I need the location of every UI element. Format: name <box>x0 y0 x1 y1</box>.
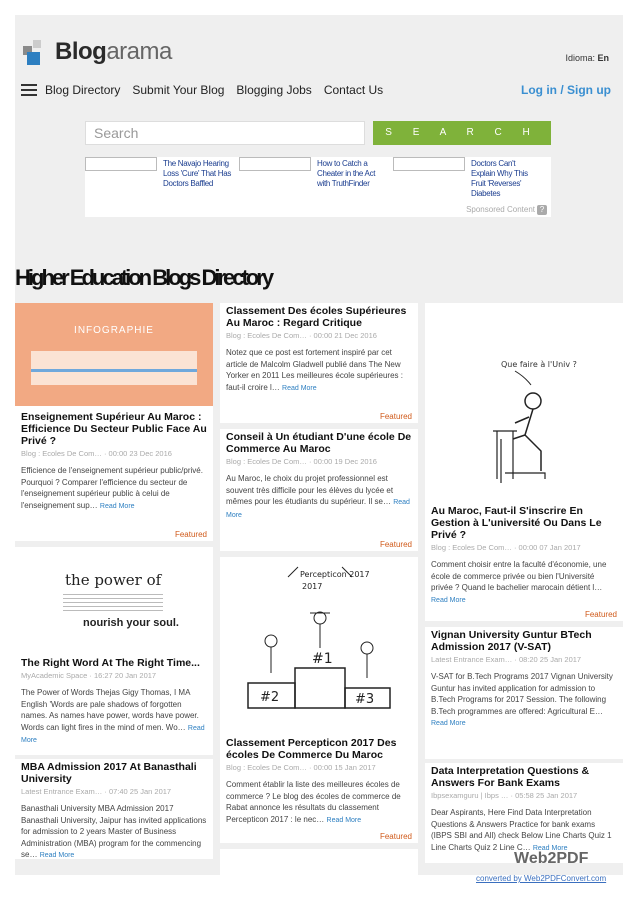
search-input[interactable]: Search <box>85 121 365 145</box>
ad-thumbnail[interactable] <box>239 157 311 171</box>
ad-thumbnail[interactable] <box>393 157 465 171</box>
svg-text:2017: 2017 <box>302 582 323 591</box>
post-meta: Blog : Ecoles De Com… · 00:00 15 Jan 2017 <box>226 763 376 772</box>
logo-text: Blogarama <box>55 38 172 65</box>
post-excerpt: Comment établir la liste des meilleures écoles de commerce ? Le blog des écoles de commerce de Rabat annonce les résultats du classement Percepticon 2017 : le nec… Read More <box>226 780 401 824</box>
read-more-link[interactable]: Read More <box>39 852 75 859</box>
read-more-link[interactable]: Read More <box>431 720 466 727</box>
read-more-link[interactable]: Read More <box>21 724 205 744</box>
featured-badge: Featured <box>379 540 412 549</box>
post-excerpt: Efficience de l'enseignement supérieur public/privé. Pourquoi ? Comparer l'efficience du secteur de l'enseignement supérieur public à celui de l'enseignement sup… Read More <box>21 466 203 510</box>
post-image: the power of nourish your soul. <box>65 571 179 629</box>
read-more-link[interactable]: Read More <box>282 384 317 392</box>
post-title[interactable]: Au Maroc, Faut-il S'inscrire En Gestion à L'université Ou Dans Le Privé ? <box>431 505 602 541</box>
nav-blog-directory[interactable]: Blog Directory <box>45 83 121 97</box>
post-card[interactable] <box>220 303 418 423</box>
read-more-link[interactable]: Read More <box>431 596 466 604</box>
read-more-link[interactable]: Read More <box>99 502 135 510</box>
post-meta: Latest Entrance Exam… · 07:40 25 Jan 2017 <box>21 787 172 796</box>
logo-icon <box>23 38 51 66</box>
post-card[interactable] <box>425 763 623 863</box>
post-title[interactable]: Classement Des écoles Supérieures Au Maroc : Regard Critique <box>226 305 407 329</box>
page-container <box>15 15 623 875</box>
post-image <box>445 353 595 493</box>
featured-badge: Featured <box>174 530 207 539</box>
post-title[interactable]: Enseignement Supérieur Au Maroc : Efficience Du Secteur Public Face Au Privé ? <box>21 411 207 447</box>
post-card[interactable] <box>220 429 418 551</box>
post-meta: Blog : Ecoles De Com… · 00:00 19 Dec 2016 <box>226 457 377 466</box>
featured-badge: Featured <box>379 832 412 841</box>
featured-badge: Featured <box>379 412 412 421</box>
post-meta: Blog : Ecoles De Com… · 00:00 07 Jan 2017 <box>431 543 581 552</box>
post-meta: Ibpsexamguru | Ibps … · 05:58 25 Jan 2017 <box>431 791 578 800</box>
post-card[interactable] <box>15 303 213 541</box>
search-button[interactable]: S E A R C H <box>373 121 551 145</box>
read-more-link[interactable]: Read More <box>226 499 410 519</box>
menu-icon[interactable] <box>21 84 37 96</box>
post-excerpt: V-SAT for B.Tech Programs 2017 Vignan University Guntur has invited application for admission to B.Tech Programs for 2017 Session. The following B.Tech programmes are offered: Agricultural E… Read More <box>431 672 613 727</box>
main-nav <box>15 79 623 101</box>
post-title[interactable]: Classement Percepticon 2017 Des écoles De Commerce Du Maroc <box>226 737 397 761</box>
post-image <box>240 563 400 713</box>
svg-text:#3: #3 <box>355 692 375 707</box>
ad-link[interactable]: Doctors Can't Explain Why This Fruit 'Reverses' Diabetes <box>471 159 528 198</box>
post-title[interactable]: Conseil à Un étudiant D'une école De Commerce Au Maroc <box>226 431 412 455</box>
post-excerpt: Comment choisir entre la faculté d'économie, une école de commerce privée ou bien l'Université privée ? Quand le bachelier marocain détient l… Read More <box>431 560 607 604</box>
page-title: Higher Education Blogs Directory <box>15 265 272 290</box>
post-title[interactable]: Data Interpretation Questions & Answers For Bank Exams <box>431 765 590 789</box>
svg-text:Percepticon 2017: Percepticon 2017 <box>300 570 370 579</box>
post-title[interactable]: Vignan University Guntur BTech Admission 2017 (V-SAT) <box>431 629 592 653</box>
help-icon[interactable]: ? <box>537 205 547 215</box>
sponsored-label: Sponsored Content ? <box>466 205 547 215</box>
post-card[interactable] <box>425 627 623 759</box>
post-meta: Latest Entrance Exam… · 08:20 25 Jan 2017 <box>431 655 582 664</box>
blogarama-logo[interactable] <box>23 35 172 69</box>
post-card[interactable] <box>220 849 418 875</box>
post-excerpt: The Power of Words Thejas Gigy Thomas, I MA English 'Words are pale shadows of forgotten names. As names have power, words have power. Words can light fires in the mind of men. Wo… Read More <box>21 688 205 744</box>
post-excerpt: Banasthali University MBA Admission 2017 Banasthali University, Jaipur has invited applications for admission to 2 years Master of Business Administration (MBA) program for the commencing se… Read More <box>21 804 207 859</box>
post-image: INFOGRAPHIE <box>15 303 213 406</box>
post-meta: MyAcademic Space · 16:27 20 Jan 2017 <box>21 671 157 680</box>
nav-submit-your-blog[interactable]: Submit Your Blog <box>132 83 225 97</box>
svg-text:#2: #2 <box>260 690 280 705</box>
svg-text:Que faire à l'Univ ?: Que faire à l'Univ ? <box>501 360 577 369</box>
post-title[interactable]: The Right Word At The Right Time... <box>21 657 200 669</box>
post-excerpt: Notez que ce post est fortement inspiré par cet article de Malcolm Gladwell publié dans The New Yorker en 2011 Les meilleures école supérieures : faut-il croire l… Read More <box>226 348 403 392</box>
post-card[interactable] <box>15 547 213 755</box>
post-title[interactable]: MBA Admission 2017 At Banasthali University <box>21 761 197 785</box>
converted-by-link[interactable]: converted by Web2PDFConvert.com <box>476 874 607 883</box>
post-card[interactable] <box>220 557 418 843</box>
nav-contact-us[interactable]: Contact Us <box>323 83 384 97</box>
post-excerpt: Dear Aspirants, Here Find Data Interpretation Questions & Answers Practice for bank exams (IBPS SBI and All) check Below Line Charts Quiz 1 Line Charts Quiz 2 Line C… Read More <box>431 808 612 852</box>
ad-link[interactable]: How to Catch a Cheater in the Act with TruthFinder <box>317 159 376 188</box>
sponsored-ads <box>85 157 551 217</box>
login-signup-link[interactable]: Log in / Sign up <box>521 83 611 97</box>
post-card[interactable] <box>15 759 213 859</box>
post-card[interactable] <box>425 303 623 621</box>
ad-thumbnail[interactable] <box>85 157 157 171</box>
read-more-link[interactable]: Read More <box>532 844 568 852</box>
post-meta: Blog : Ecoles De Com… · 00:00 23 Dec 2016 <box>21 449 172 458</box>
ad-link[interactable]: The Navajo Hearing Loss 'Cure' That Has Doctors Baffled <box>163 159 232 188</box>
svg-text:#1: #1 <box>312 651 333 667</box>
nav-blogging-jobs[interactable]: Blogging Jobs <box>236 83 312 97</box>
read-more-link[interactable]: Read More <box>326 816 362 824</box>
language-selector[interactable]: Idioma: En <box>565 53 609 63</box>
post-meta: Blog : Ecoles De Com… · 00:00 21 Dec 2016 <box>226 331 377 340</box>
featured-badge: Featured <box>584 610 617 619</box>
web2pdf-logo: Web2PDF <box>514 850 589 867</box>
post-excerpt: Au Maroc, le choix du projet professionnel est souvent très difficile pour les élèves du lycée et mêmes pour les étudiants du supérieur. Il se… Read More <box>226 474 410 519</box>
